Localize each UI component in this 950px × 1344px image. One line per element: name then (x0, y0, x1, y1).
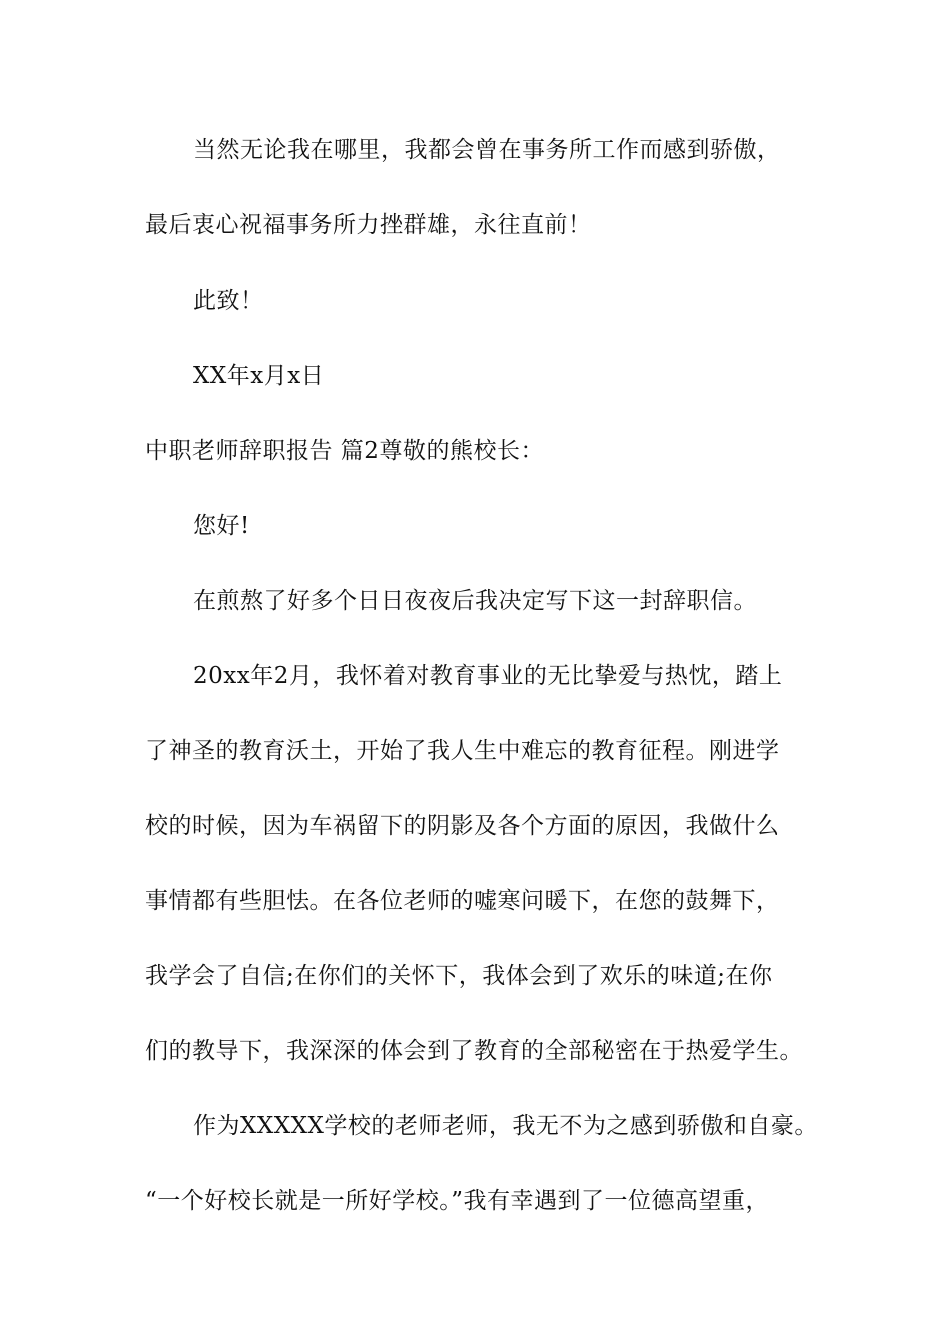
text-line: 校的时候，因为车祸留下的阴影及各个方面的原因，我做什么 (145, 813, 780, 839)
greeting-line: 您好! (193, 513, 250, 539)
text-line: 在煎熬了好多个日日夜夜后我决定写下这一封辞职信。 (193, 588, 757, 614)
date-line: XX年x月x日 (193, 363, 325, 389)
text-line: 事情都有些胆怯。在各位老师的嘘寒问暖下，在您的鼓舞下， (145, 888, 780, 914)
text-line: 20xx年2月，我怀着对教育事业的无比挚爱与热忱，踏上 (193, 663, 783, 689)
text-line: 当然无论我在哪里，我都会曾在事务所工作而感到骄傲， (193, 137, 781, 163)
text-line: 们的教导下，我深深的体会到了教育的全部秘密在于热爱学生。 (145, 1038, 803, 1064)
section-heading: 中职老师辞职报告 篇2尊敬的熊校长： (145, 438, 544, 464)
text-line: “一个好校长就是一所好学校。”我有幸遇到了一位德高望重， (145, 1188, 770, 1214)
text-line: 了神圣的教育沃土，开始了我人生中难忘的教育征程。刚进学 (145, 738, 780, 764)
text-line: 最后衷心祝福事务所力挫群雄，永往直前！ (145, 212, 592, 238)
text-line: 作为XXXXX学校的老师老师，我无不为之感到骄傲和自豪。 (193, 1113, 818, 1139)
text-line: 我学会了自信;在你们的关怀下，我体会到了欢乐的味道;在你 (145, 963, 773, 989)
text-line: 此致！ (193, 288, 264, 314)
